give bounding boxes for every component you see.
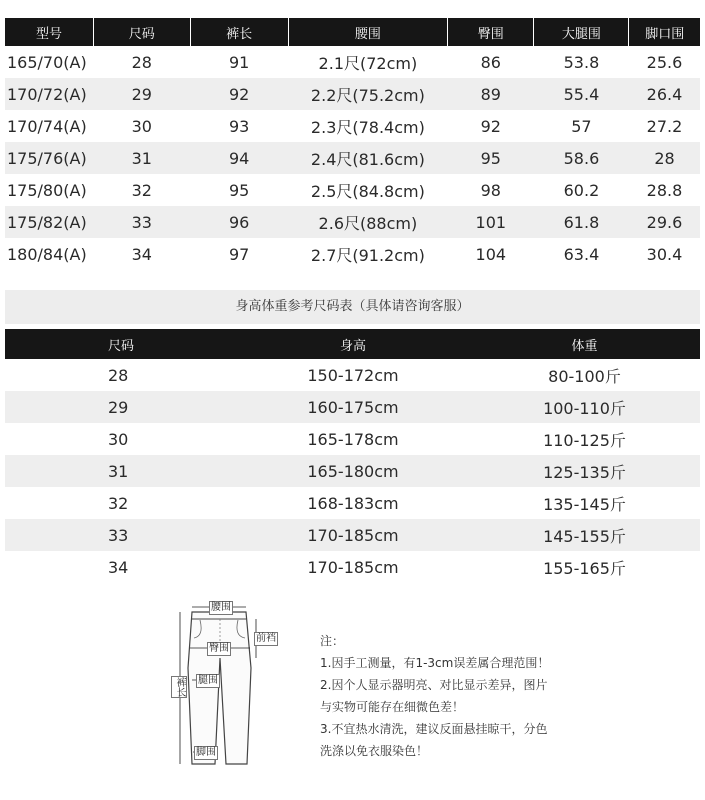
table-row [5, 206, 700, 238]
table-cell: 30 [131, 116, 152, 136]
table-cell: 150-172cm [307, 365, 399, 385]
table-cell: 94 [190, 142, 288, 174]
table-cell: 2.1尺(72cm) [318, 53, 418, 73]
table-cell: 98 [480, 180, 501, 200]
reference-table [5, 329, 700, 583]
table-cell: 100-110斤 [469, 391, 700, 423]
table-cell: 61.8 [534, 206, 629, 238]
table-cell: 80-100斤 [548, 366, 621, 386]
table-cell: 92 [190, 78, 288, 110]
table-cell: 26.4 [629, 78, 700, 110]
table-cell: 89 [448, 78, 534, 110]
header-hip: 臀围 [448, 18, 534, 46]
header-size: 尺码 [93, 18, 190, 46]
table-cell: 95 [448, 142, 534, 174]
table-cell: 95 [228, 180, 250, 200]
table-cell: 57 [571, 116, 592, 136]
header-waist: 腰围 [288, 18, 448, 46]
table-cell: 170/74(A) [7, 116, 87, 136]
table-cell: 58.6 [534, 142, 629, 174]
table-cell: 63.4 [563, 244, 600, 264]
table-cell: 34 [131, 244, 152, 264]
header-model: 型号 [5, 18, 93, 46]
table-cell: 125-135斤 [469, 455, 700, 487]
table-cell: 155-165斤 [543, 558, 626, 578]
table-cell: 135-145斤 [543, 494, 626, 514]
table-cell: 60.2 [563, 180, 600, 200]
table-cell: 170-185cm [307, 557, 399, 577]
table-cell: 32 [108, 493, 129, 513]
table-cell: 160-175cm [237, 391, 469, 423]
table-cell: 31 [5, 455, 237, 487]
note-line: 洗涤以免衣服染色！ [320, 744, 429, 758]
table-cell: 33 [5, 519, 237, 551]
table-row [5, 359, 700, 391]
table-row [5, 174, 700, 206]
table-cell: 96 [190, 206, 288, 238]
table-row [5, 391, 700, 423]
table-cell: 93 [228, 116, 250, 136]
table-cell: 53.8 [563, 52, 600, 72]
table-cell: 34 [108, 557, 129, 577]
header-length: 裤长 [190, 18, 288, 46]
table-cell: 28 [629, 142, 700, 174]
table-cell: 2.2尺(75.2cm) [288, 78, 448, 110]
table-cell: 29.6 [629, 206, 700, 238]
diagram-label-hip: 臀围 [209, 643, 229, 654]
table-cell: 28 [131, 52, 152, 72]
table-cell: 104 [475, 244, 507, 264]
table-cell: 33 [93, 206, 190, 238]
table-cell: 32 [131, 180, 152, 200]
table-row [5, 551, 700, 583]
care-notes [320, 630, 580, 762]
table-cell: 2.5尺(84.8cm) [310, 181, 425, 201]
table-cell: 101 [448, 206, 534, 238]
table-cell: 31 [93, 142, 190, 174]
table-cell: 170-185cm [237, 519, 469, 551]
table-row [5, 487, 700, 519]
table-row [5, 78, 700, 110]
table-row [5, 238, 700, 270]
header-weight: 体重 [469, 329, 700, 359]
table-cell: 97 [228, 244, 250, 264]
table-cell: 165-178cm [307, 429, 399, 449]
table-cell: 30.4 [646, 244, 683, 264]
table-cell: 165-180cm [237, 455, 469, 487]
table-cell: 28.8 [646, 180, 683, 200]
table-cell: 86 [480, 52, 501, 72]
note-line: 2.因个人显示器明亮、对比显示差异，图片 [320, 678, 548, 692]
reference-table-title: 身高体重参考尺码表（具体请咨询客服） [5, 290, 700, 324]
diagram-label-front-rise: 前裆 [256, 633, 276, 644]
table-cell: 175/80(A) [7, 180, 87, 200]
table-row [5, 46, 700, 78]
table-cell: 29 [5, 391, 237, 423]
diagram-label-waist: 腰围 [211, 602, 231, 613]
table-cell: 25.6 [646, 52, 683, 72]
table-cell: 2.7尺(91.2cm) [310, 245, 425, 265]
table-cell: 165/70(A) [7, 52, 87, 72]
table-row [5, 519, 700, 551]
table-cell: 27.2 [646, 116, 683, 136]
table-cell: 28 [108, 365, 129, 385]
header-height: 身高 [237, 329, 469, 359]
table-cell: 2.3尺(78.4cm) [310, 117, 425, 137]
table-row [5, 142, 700, 174]
note-line: 与实物可能存在细微色差！ [320, 700, 465, 714]
table-row [5, 423, 700, 455]
header-hem: 脚口围 [629, 18, 700, 46]
notes-heading: 注： [320, 634, 345, 648]
header-size: 尺码 [5, 329, 237, 359]
diagram-label-hem: 脚围 [196, 747, 216, 758]
note-line: 3.不宜热水清洗，建议反面悬挂晾干，分色 [320, 722, 548, 736]
table-cell: 92 [480, 116, 501, 136]
size-table [5, 18, 700, 270]
header-thigh: 大腿围 [534, 18, 629, 46]
table-cell: 91 [228, 52, 250, 72]
table-cell: 2.6尺(88cm) [288, 206, 448, 238]
diagram-label-thigh: 腿围 [198, 675, 218, 686]
table-cell: 175/76(A) [5, 142, 93, 174]
table-cell: 29 [93, 78, 190, 110]
note-line: 1.因手工测量，有1-3cm误差属合理范围！ [320, 656, 550, 670]
pants-measurement-diagram [160, 598, 280, 768]
size-table-header [5, 18, 700, 46]
table-cell: 110-125斤 [543, 430, 626, 450]
table-cell: 145-155斤 [469, 519, 700, 551]
table-cell: 30 [108, 429, 129, 449]
table-cell: 2.4尺(81.6cm) [288, 142, 448, 174]
table-cell: 180/84(A) [7, 244, 87, 264]
table-row [5, 455, 700, 487]
table-cell: 55.4 [534, 78, 629, 110]
table-cell: 170/72(A) [5, 78, 93, 110]
diagram-label-length: 裤长 [171, 676, 187, 698]
reference-table-header [5, 329, 700, 359]
table-cell: 168-183cm [307, 493, 399, 513]
table-row [5, 110, 700, 142]
table-cell: 175/82(A) [5, 206, 93, 238]
